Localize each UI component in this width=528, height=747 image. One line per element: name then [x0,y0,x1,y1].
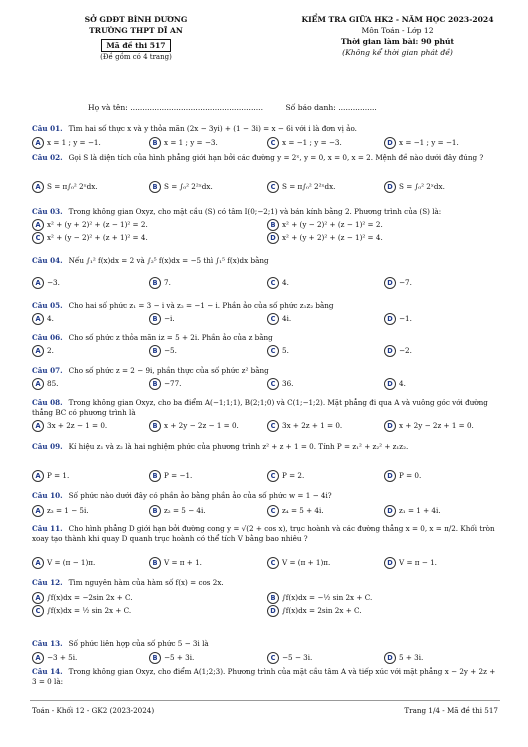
answer-option-d[interactable] [384,313,412,325]
option-text: x + 2y − 2z − 1 = 0. [164,421,239,430]
question-number: Câu 12. [32,578,63,587]
option-letter-circle: A [32,378,44,390]
footer-divider [30,700,500,701]
option-letter-circle: D [384,505,396,517]
option-text: x² + (y − 2)² + (z − 1)² = 2. [282,220,383,229]
answer-option-d[interactable] [267,605,362,617]
option-text: 2. [47,346,54,355]
option-text: −5. [164,346,177,355]
option-text: x = −1 ; y = −3. [282,138,342,147]
option-letter-circle: D [384,420,396,432]
question-text: Kí hiệu z₁ và z₂ là hai nghiệm phức của phương trình z² + z + 1 = 0. Tính P = z₁² + z₂² + z₁z₂. [68,442,409,451]
option-letter-circle: A [32,313,44,325]
option-text: ∫f(x)dx = ½ sin 2x + C. [47,606,132,615]
question-text: Trong không gian Oxyz, cho ba điểm A(−1;1;1), B(2;1;0) và C(1;−1;2). Mặt phẳng đi qua A và vuông góc với đường thẳng BC có phương trình là [32,398,488,417]
option-text: ∫f(x)dx = −½ sin 2x + C. [282,593,373,602]
question-number: Câu 06. [32,333,63,342]
page-count: (Đề gồm có 4 trang) [100,53,172,61]
option-letter-circle: B [149,557,161,569]
question-number: Câu 03. [32,207,63,216]
option-text: 4i. [282,314,292,323]
option-letter-circle: B [149,652,161,664]
option-text: 3x + 2z + 1 = 0. [282,421,343,430]
question-text: Cho hai số phức z₁ = 3 − i và z₂ = −1 − i. Phần ảo của số phức z₁z₂ bằng [68,301,334,310]
answer-option-d[interactable] [384,420,474,432]
option-letter-circle: A [32,420,44,432]
header-left [56,14,216,63]
question-text: Số phức nào dưới đây có phần ảo bằng phần ảo của số phức w = 1 − 4i? [68,491,332,500]
option-letter-circle: C [267,505,279,517]
option-letter-circle: A [32,181,44,193]
question-text: Cho hình phẳng D giới hạn bởi đường cong y = √(2 + cos x), trục hoành và các đường thẳng x = 0, x = π/2. Khối tròn xoay tạo thành khi quay D quanh trục hoành có thể tích V bằng bao nhiêu ? [32,524,495,543]
option-text: P = 1. [47,471,70,480]
option-text: z₂ = 5 − 4i. [164,506,206,515]
option-text: S = ∫₀² 2²ˣdx. [164,182,213,191]
option-letter-circle: C [32,605,44,617]
option-text: −3 + 5i. [47,653,78,662]
question-text: Trong không gian Oxyz, cho mặt cầu (S) có tâm I(0;−2;1) và bán kính bằng 2. Phương trình của (S) là: [68,207,442,216]
question-text: Cho số phức z thỏa mãn iz = 5 + 2i. Phần ảo của z bằng [68,333,273,342]
option-letter-circle: C [267,345,279,357]
option-letter-circle: A [32,219,44,231]
option-letter-circle: D [384,345,396,357]
question-number: Câu 02. [32,153,63,162]
footer-left: Toán - Khối 12 - GK2 (2023-2024) [32,706,155,715]
question-number: Câu 11. [32,524,63,533]
question-text: Tìm hai số thực x và y thỏa mãn (2x − 3yi) + (1 − 3i) = x − 6i với i là đơn vị ảo. [68,124,357,133]
option-text: 3x + 2z − 1 = 0. [47,421,108,430]
option-text: −2. [399,346,412,355]
candidate-info [88,103,377,112]
department: SỞ GDĐT BÌNH DƯƠNG [84,15,188,24]
option-text: z₄ = 5 + 4i. [282,506,324,515]
option-letter-circle: C [32,232,44,244]
answer-option-d[interactable] [384,378,406,390]
question-number: Câu 05. [32,301,63,310]
option-letter-circle: B [149,137,161,149]
question-12 [32,578,502,588]
question-13 [32,639,502,649]
footer-right: Trang 1/4 - Mã đề thi 517 [404,706,498,715]
option-letter-circle: C [267,137,279,149]
option-letter-circle: D [267,232,279,244]
option-letter-circle: D [384,137,396,149]
option-letter-circle: A [32,505,44,517]
subject: Môn Toán - Lớp 12 [361,26,434,35]
question-number: Câu 10. [32,491,63,500]
option-letter-circle: D [384,277,396,289]
option-text: 4. [47,314,54,323]
school-name: TRƯỜNG THPT DĨ AN [89,26,183,35]
answer-option-d[interactable] [384,505,441,517]
question-text: Số phức liên hợp của số phức 5 − 3i là [68,639,209,648]
answer-option-d[interactable] [384,470,421,482]
option-text: ∫f(x)dx = −2sin 2x + C. [47,593,133,602]
option-letter-circle: D [384,470,396,482]
option-letter-circle: D [384,557,396,569]
option-letter-circle: A [32,557,44,569]
question-text: Gọi S là diện tích của hình phẳng giới hạn bởi các đường y = 2ˣ, y = 0, x = 0, x = 2. Mệnh đề nào dưới đây đúng ? [68,153,484,162]
question-3 [32,207,502,217]
question-text: Tìm nguyên hàm của hàm số f(x) = cos 2x. [68,578,224,587]
duration: Thời gian làm bài: 90 phút [340,37,455,46]
option-letter-circle: B [149,470,161,482]
option-text: 4. [399,379,406,388]
option-text: x = 1 ; y = −1. [47,138,101,147]
question-6 [32,333,502,343]
option-text: S = ∫₀² 2ˣdx. [399,182,445,191]
option-letter-circle: B [149,277,161,289]
question-9 [32,442,502,452]
option-text: −5 − 3i. [282,653,313,662]
question-number: Câu 13. [32,639,63,648]
option-letter-circle: C [267,557,279,569]
option-letter-circle: C [267,313,279,325]
option-text: x² + (y − 2)² + (z + 1)² = 4. [47,233,148,242]
answer-option-d[interactable] [384,345,412,357]
question-number: Câu 01. [32,124,63,133]
question-7 [32,366,502,376]
question-2 [32,153,502,163]
option-letter-circle: A [32,345,44,357]
option-letter-circle: D [384,313,396,325]
option-letter-circle: A [32,137,44,149]
question-number: Câu 08. [32,398,63,407]
option-letter-circle: C [267,378,279,390]
option-text: V = π − 1. [399,558,437,567]
question-11 [32,524,502,544]
option-letter-circle: C [267,277,279,289]
option-text: 5 + 3i. [399,653,424,662]
answer-option-d[interactable] [384,137,459,149]
answer-option-d[interactable] [384,277,412,289]
answer-option-d[interactable] [384,652,423,664]
option-text: 85. [47,379,59,388]
option-text: x = −1 ; y = −1. [399,138,459,147]
option-letter-circle: B [267,592,279,604]
option-text: 4. [282,278,289,287]
question-text: Nếu ∫₁² f(x)dx = 2 và ∫₂⁵ f(x)dx = −5 thì ∫₁⁵ f(x)dx bằng [68,256,269,265]
option-text: V = (π + 1)π. [282,558,331,567]
answer-option-b[interactable] [267,592,372,604]
answer-option-d[interactable] [267,232,383,244]
option-text: x = 1 ; y = −3. [164,138,218,147]
option-letter-circle: D [267,605,279,617]
option-text: −5 + 3i. [164,653,195,662]
question-number: Câu 14. [32,667,63,676]
option-text: −7. [399,278,412,287]
option-letter-circle: B [149,345,161,357]
header-right [285,14,510,58]
option-letter-circle: A [32,652,44,664]
option-letter-circle: C [267,470,279,482]
option-text: P = −1. [164,471,193,480]
option-text: P = 0. [399,471,422,480]
option-text: −1. [399,314,412,323]
question-text: Trong không gian Oxyz, cho điểm A(1;2;3). Phương trình của mặt cầu tâm A và tiếp xúc với mặt phẳng x − 2y + 2z + 3 = 0 là: [32,667,496,686]
question-4 [32,256,502,266]
question-number: Câu 09. [32,442,63,451]
option-text: S = π∫₀² 2²ˣdx. [282,182,336,191]
option-text: z₃ = 1 − 5i. [47,506,89,515]
option-text: 5. [282,346,289,355]
question-14 [32,667,502,687]
option-letter-circle: B [149,420,161,432]
option-letter-circle: D [384,652,396,664]
option-text: x² + (y + 2)² + (z − 1)² = 2. [47,220,148,229]
question-number: Câu 04. [32,256,63,265]
answer-option-b[interactable] [267,219,383,231]
option-text: −3. [47,278,60,287]
answer-option-d[interactable] [384,181,445,193]
question-5 [32,301,502,311]
duration-note: (Không kể thời gian phát đề) [342,48,453,57]
option-text: S = π∫₀² 2ˣdx. [47,182,98,191]
option-text: −77. [164,379,182,388]
exam-title: KIỂM TRA GIỮA HK2 - NĂM HỌC 2023-2024 [301,15,494,24]
answer-option-d[interactable] [384,557,437,569]
question-10 [32,491,502,501]
option-letter-circle: C [267,652,279,664]
option-text: P = 2. [282,471,305,480]
question-text: Cho số phức z = 2 − 9i, phần thực của số phức z² bằng [68,366,269,375]
option-letter-circle: B [149,378,161,390]
question-1 [32,124,502,134]
option-letter-circle: A [32,592,44,604]
option-letter-circle: A [32,277,44,289]
name-label: Họ và tên: ....................................................... [88,103,264,112]
option-letter-circle: C [267,420,279,432]
option-letter-circle: A [32,470,44,482]
option-letter-circle: B [149,505,161,517]
option-text: V = (π − 1)π. [47,558,96,567]
exam-code: Mã đề thi 517 [101,39,170,52]
option-letter-circle: B [149,181,161,193]
question-8 [32,398,502,418]
option-text: 36. [282,379,294,388]
question-number: Câu 07. [32,366,63,375]
option-letter-circle: C [267,181,279,193]
option-text: V = π + 1. [164,558,202,567]
option-text: −i. [164,314,175,323]
option-letter-circle: D [384,378,396,390]
option-letter-circle: B [267,219,279,231]
option-letter-circle: D [384,181,396,193]
option-text: 7. [164,278,171,287]
candidate-number-label: Số báo danh: ................ [285,103,377,112]
option-text: z₁ = 1 + 4i. [399,506,441,515]
option-text: x² + (y + 2)² + (z − 1)² = 4. [282,233,383,242]
option-text: x + 2y − 2z + 1 = 0. [399,421,474,430]
option-letter-circle: B [149,313,161,325]
option-text: ∫f(x)dx = 2sin 2x + C. [282,606,362,615]
